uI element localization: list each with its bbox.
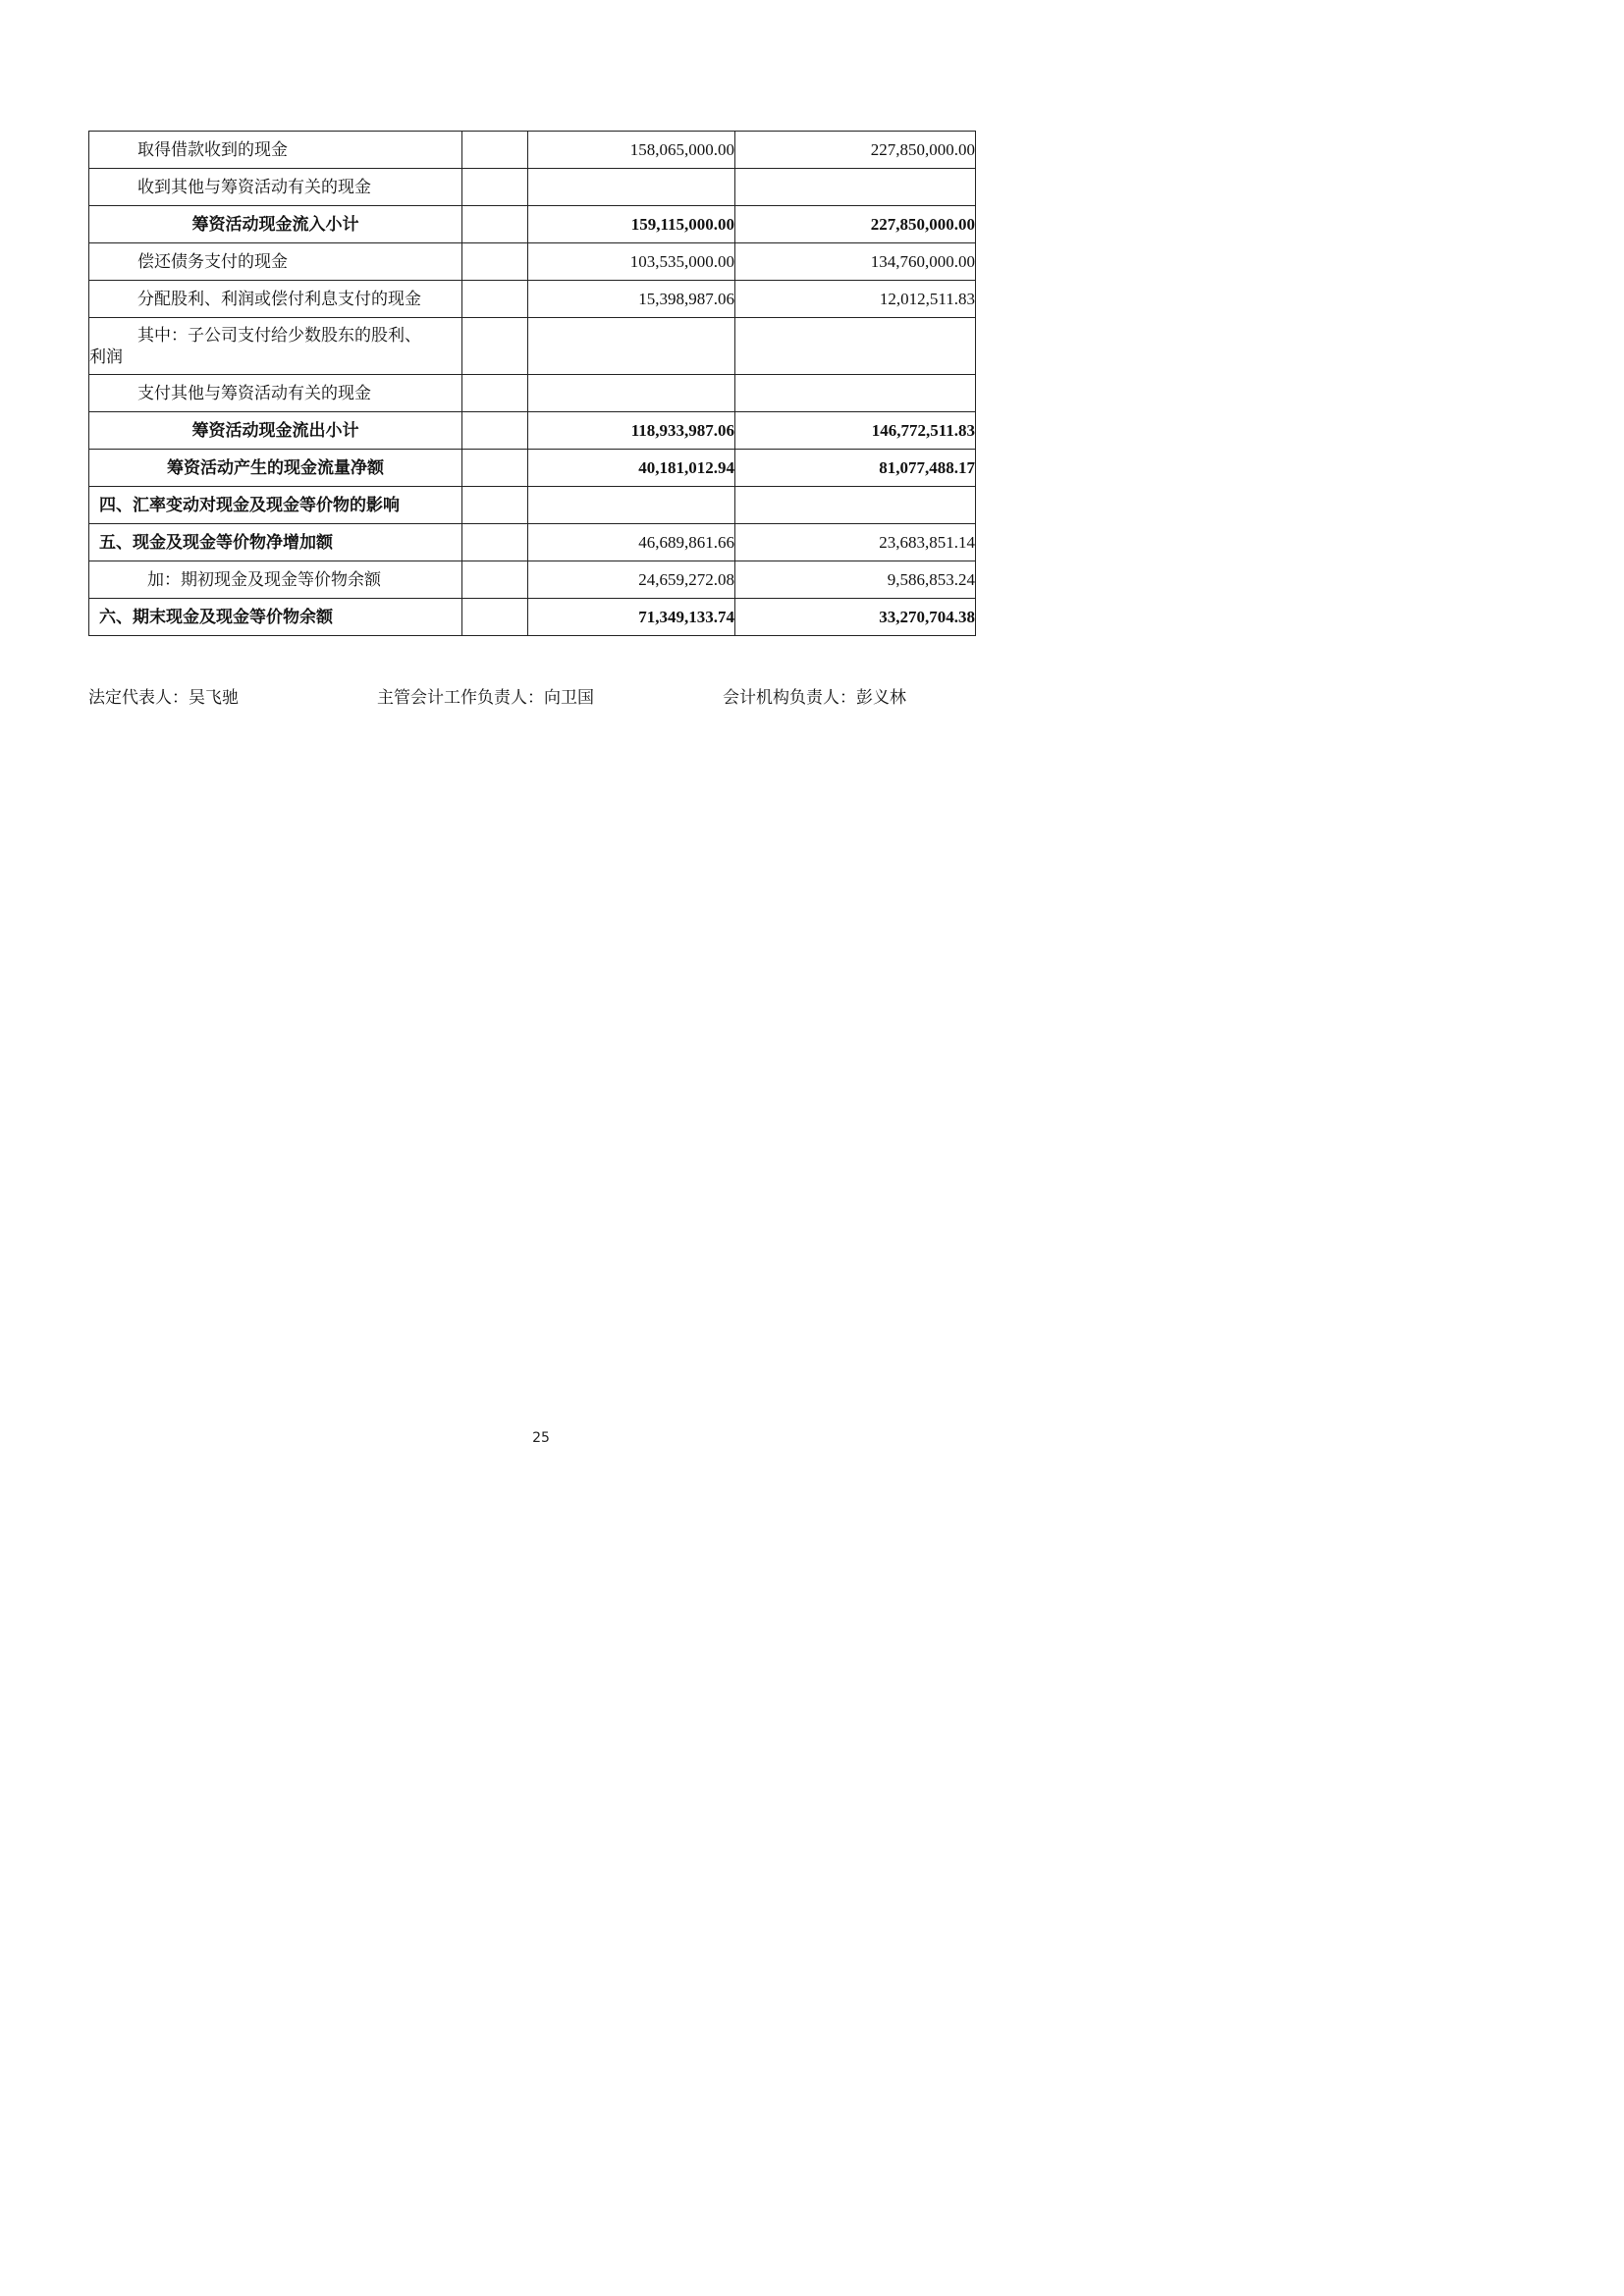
row-note: [462, 561, 528, 599]
row-note: [462, 524, 528, 561]
row-label: 四、汇率变动对现金及现金等价物的影响: [89, 487, 462, 524]
current-period-value: [528, 375, 735, 412]
row-label: 支付其他与筹资活动有关的现金: [89, 375, 462, 412]
previous-period-value: 23,683,851.14: [735, 524, 976, 561]
table-row: [89, 206, 976, 243]
current-period-value: 159,115,000.00: [528, 206, 735, 243]
row-label: 六、期末现金及现金等价物余额: [89, 599, 462, 636]
row-label: 收到其他与筹资活动有关的现金: [89, 169, 462, 206]
row-label-line-1: 其中：子公司支付给少数股东的股利、: [137, 325, 421, 346]
previous-period-value: [735, 487, 976, 524]
row-note: [462, 206, 528, 243]
row-note: [462, 169, 528, 206]
signature-line: [88, 683, 972, 707]
legal-representative: 法定代表人：吴飞驰: [88, 688, 239, 708]
current-period-value: 15,398,987.06: [528, 281, 735, 318]
table-row: [89, 243, 976, 281]
previous-period-value: 81,077,488.17: [735, 450, 976, 487]
row-label: 取得借款收到的现金: [89, 132, 462, 169]
current-period-value: [528, 169, 735, 206]
current-period-value: 158,065,000.00: [528, 132, 735, 169]
table-row: [89, 524, 976, 561]
previous-period-value: 227,850,000.00: [735, 132, 976, 169]
previous-period-value: 227,850,000.00: [735, 206, 976, 243]
current-period-value: 71,349,133.74: [528, 599, 735, 636]
current-period-value: 46,689,861.66: [528, 524, 735, 561]
current-period-value: 103,535,000.00: [528, 243, 735, 281]
current-period-value: 24,659,272.08: [528, 561, 735, 599]
previous-period-value: 33,270,704.38: [735, 599, 976, 636]
table-row: [89, 450, 976, 487]
previous-period-value: [735, 375, 976, 412]
previous-period-value: 9,586,853.24: [735, 561, 976, 599]
row-label: 筹资活动现金流出小计: [89, 412, 462, 450]
row-note: [462, 450, 528, 487]
table-row: [89, 487, 976, 524]
table-row: [89, 169, 976, 206]
table-row: [89, 561, 976, 599]
table-row: [89, 132, 976, 169]
row-note: [462, 412, 528, 450]
row-label: 偿还债务支付的现金: [89, 243, 462, 281]
previous-period-value: 146,772,511.83: [735, 412, 976, 450]
table-row: [89, 375, 976, 412]
row-note: [462, 132, 528, 169]
previous-period-value: 12,012,511.83: [735, 281, 976, 318]
row-label: [89, 318, 462, 375]
table-row: [89, 318, 976, 375]
table-row: [89, 281, 976, 318]
previous-period-value: [735, 318, 976, 375]
document-page: [0, 0, 1082, 1530]
row-label: 筹资活动现金流入小计: [89, 206, 462, 243]
row-label: 筹资活动产生的现金流量净额: [89, 450, 462, 487]
row-note: [462, 318, 528, 375]
row-note: [462, 243, 528, 281]
table-row: [89, 412, 976, 450]
page-number: 25: [532, 1430, 550, 1446]
current-period-value: 40,181,012.94: [528, 450, 735, 487]
previous-period-value: [735, 169, 976, 206]
cash-flow-table: [88, 131, 976, 636]
row-label: 五、现金及现金等价物净增加额: [89, 524, 462, 561]
row-label: 加：期初现金及现金等价物余额: [89, 561, 462, 599]
current-period-value: [528, 487, 735, 524]
current-period-value: [528, 318, 735, 375]
accounting-head: 主管会计工作负责人：向卫国: [377, 688, 594, 708]
current-period-value: 118,933,987.06: [528, 412, 735, 450]
row-note: [462, 375, 528, 412]
row-label-line-2: 利润: [89, 347, 123, 367]
row-label: 分配股利、利润或偿付利息支付的现金: [89, 281, 462, 318]
row-note: [462, 487, 528, 524]
accounting-org-head: 会计机构负责人：彭义林: [723, 688, 906, 708]
row-note: [462, 281, 528, 318]
previous-period-value: 134,760,000.00: [735, 243, 976, 281]
row-note: [462, 599, 528, 636]
table-row: [89, 599, 976, 636]
